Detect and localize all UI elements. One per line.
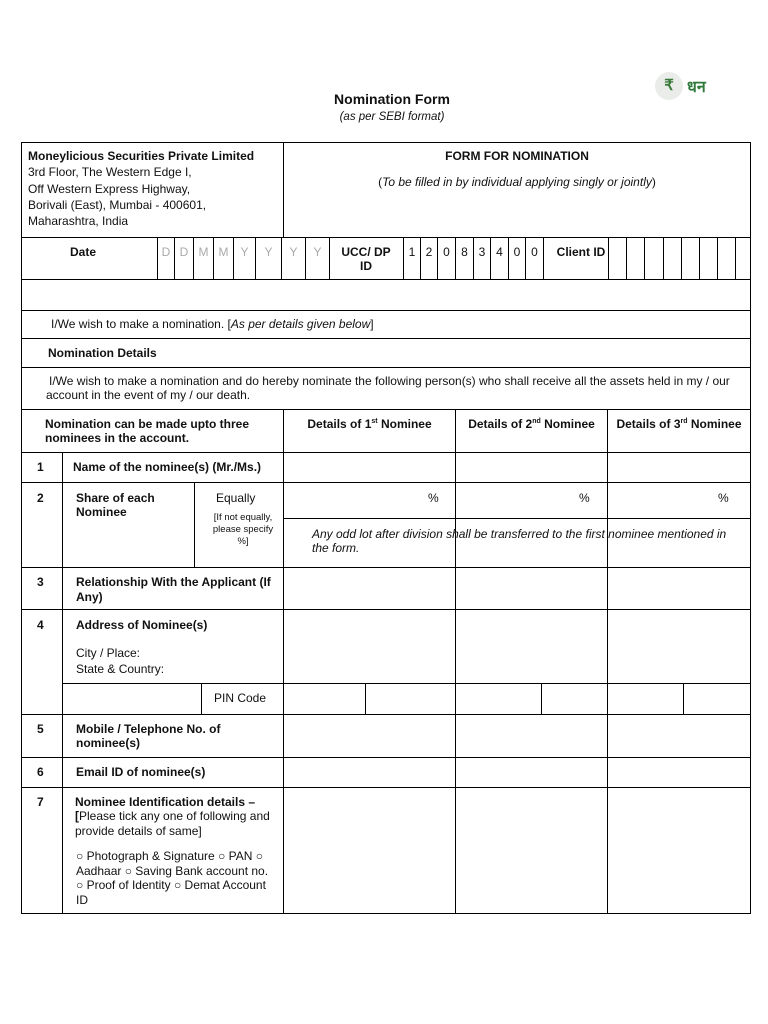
identification-instruction: [Please tick any one of following and provide details of same] [75,809,270,838]
page-title: Nomination Form [334,91,450,107]
row-label-identification: Nominee Identification details – [75,795,256,809]
row-number: 6 [37,765,44,779]
nomination-intro: Nomination can be made upto three nominees in the account. [45,417,250,445]
ucc-digit[interactable]: 1 [408,245,416,259]
state-country-label: State & Country: [76,662,165,676]
blank-entry-row[interactable] [22,280,750,310]
date-label: Date [70,245,97,259]
company-address-line: Maharashtra, India [28,214,129,228]
date-box[interactable]: Y [289,245,298,259]
nominee1-share-percent[interactable]: % [428,491,439,505]
nominee3-header: Details of 3rd Nominee [616,417,742,431]
ucc-digit[interactable]: 3 [478,245,486,259]
row-number: 1 [37,460,44,474]
row-label-mobile: Mobile / Telephone No. of nominee(s) [76,722,221,750]
form-heading: FORM FOR NOMINATION [445,149,589,163]
row-number: 7 [37,795,44,809]
nominee2-header: Details of 2nd Nominee [468,417,595,431]
row-label-relationship: Relationship With the Applicant (If Any) [76,575,271,604]
company-address-line: 3rd Floor, The Western Edge I, [28,165,192,179]
date-box[interactable]: Y [264,245,273,259]
identification-options[interactable]: ○ Photograph & Signature ○ PAN ○ Aadhaar ○ Saving Bank account no. ○ Proof of Identity ○ Demat Account ID [76,849,269,907]
nomination-details-heading: Nomination Details [48,346,157,360]
nominee1-header: Details of 1st Nominee [307,417,432,431]
nominee1-name-field[interactable] [284,453,455,482]
row-label-address: Address of Nominee(s) [76,618,208,632]
ucc-digit[interactable]: 4 [496,245,503,259]
form-note: (To be filled in by individual applying singly or jointly) [378,175,656,189]
row-label-email: Email ID of nominee(s) [76,765,206,779]
ucc-digit[interactable]: 2 [425,245,433,259]
nominee2-share-percent[interactable]: % [579,491,590,505]
nominee3-share-percent[interactable]: % [718,491,729,505]
ucc-label: UCC/ DP ID [341,245,391,273]
date-box[interactable]: D [179,245,189,259]
share-equally-label: Equally [216,491,256,505]
rupee-icon: ₹ [655,72,683,100]
company-address-line: Borivali (East), Mumbai - 400601, [28,198,207,212]
client-id-label: Client ID [556,245,606,259]
ucc-digit[interactable]: 8 [461,245,468,259]
row-number: 5 [37,722,44,736]
company-address-line: Off Western Express Highway, [28,182,191,196]
share-specify-note: [If not equally, please specify %] [212,512,274,547]
nominee2-name-field[interactable] [456,453,607,482]
ucc-digit[interactable]: 0 [531,245,538,259]
company-name: Moneylicious Securities Private Limited [28,149,255,163]
ucc-digit[interactable]: 0 [513,245,521,259]
nominee3-name-field[interactable] [608,453,750,482]
row-label-share: Share of each Nominee [76,491,155,519]
row-number: 3 [37,575,44,589]
row-number: 2 [37,491,44,505]
row-label-name: Name of the nominee(s) (Mr./Ms.) [73,460,262,474]
row-number: 4 [37,618,44,632]
pin-code-label: PIN Code [214,691,267,705]
date-box[interactable]: M [218,245,229,259]
ucc-digit[interactable]: 0 [443,245,450,259]
wish-statement: I/We wish to make a nomination. [As per details given below] [51,317,374,331]
logo-text: धन [687,79,706,96]
date-box[interactable]: Y [240,245,249,259]
date-box[interactable]: D [161,245,171,259]
nomination-declaration: I/We wish to make a nomination and do hereby nominate the following person(s) who shall receive all the assets held in my / our account in the event of my / our death. [46,374,730,402]
date-box[interactable]: M [198,245,209,259]
city-label: City / Place: [76,646,141,660]
odd-lot-note: Any odd lot after division shall be transferred to the first nominee mentioned in the form. [312,527,727,555]
date-box[interactable]: Y [313,245,322,259]
page-subtitle: (as per SEBI format) [339,111,445,123]
